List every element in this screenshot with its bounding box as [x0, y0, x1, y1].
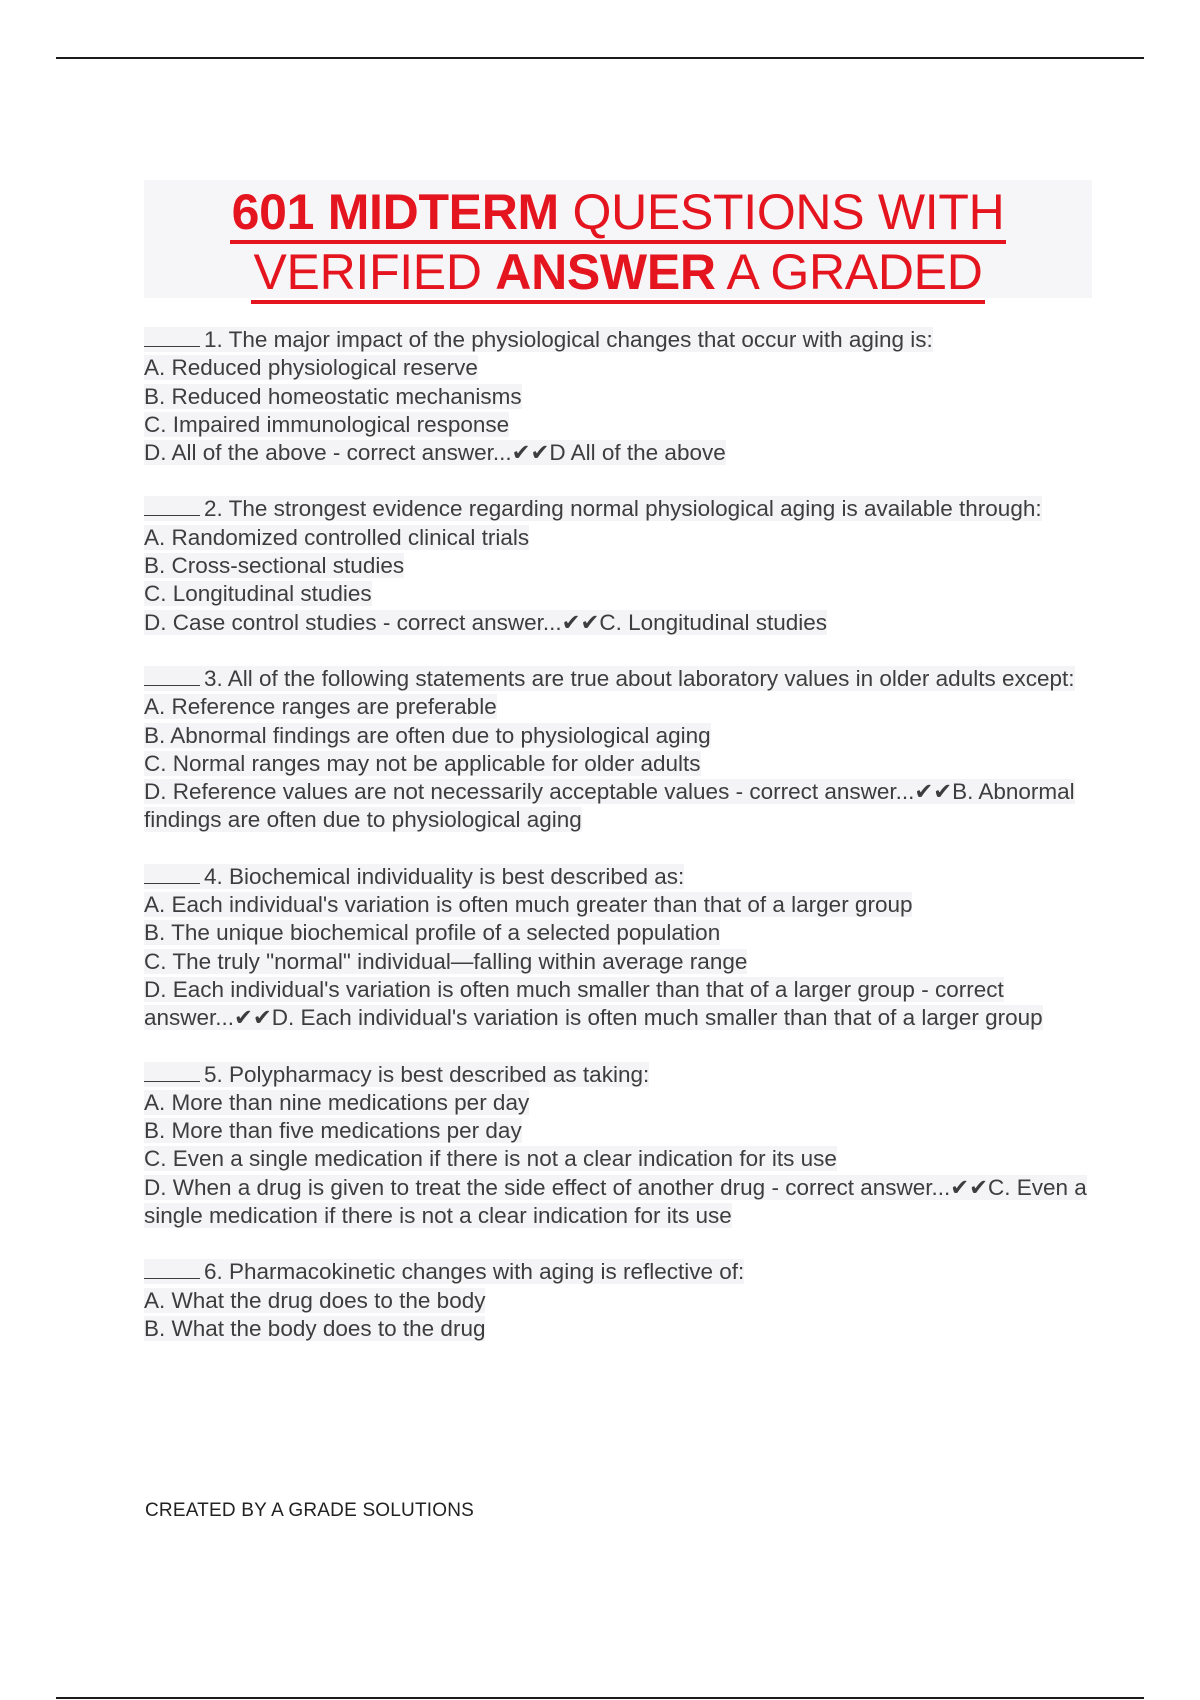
- option-correct: D. Each individual's variation is often much smaller than that of a larger group - correct answer...✔✔D. Each individual's variation is often much smaller than that of a larger group: [144, 976, 1043, 1031]
- option-correct: D. Reference values are not necessarily acceptable values - correct answer...✔✔B. Abnormal findings are often due to physiological aging: [144, 779, 1075, 833]
- answer-blank: [144, 1061, 200, 1082]
- question-4: [144, 863, 1104, 1033]
- option: A. More than nine medications per day: [144, 1089, 530, 1115]
- title-start-2: VERIFIED: [253, 244, 496, 300]
- question-stem: [144, 665, 1104, 693]
- question-stem: [144, 863, 1104, 891]
- footer-rule: [56, 1697, 1144, 1699]
- option: B. What the body does to the drug: [144, 1315, 486, 1341]
- option-correct: D. Case control studies - correct answer...✔✔C. Longitudinal studies: [144, 609, 828, 635]
- option: A. Randomized controlled clinical trials: [144, 524, 530, 550]
- option: A. Reduced physiological reserve: [144, 355, 478, 381]
- question-text: 6. Pharmacokinetic changes with aging is reflective of:: [204, 1259, 745, 1285]
- question-text: 4. Biochemical individuality is best described as:: [204, 863, 685, 889]
- question-text: 1. The major impact of the physiological changes that occur with aging is:: [204, 327, 933, 352]
- question-1: [144, 326, 1104, 467]
- option-correct: D. All of the above - correct answer...✔✔D All of the above: [144, 440, 726, 466]
- header-rule: [56, 57, 1144, 59]
- option: C. Longitudinal studies: [144, 581, 372, 607]
- question-stem: [144, 326, 1104, 354]
- question-stem: [144, 495, 1104, 523]
- option: B. More than five medications per day: [144, 1118, 522, 1144]
- title-line-1: [230, 184, 1007, 244]
- title-rest-2: A GRADED: [715, 244, 983, 300]
- option: C. Impaired immunological response: [144, 411, 510, 437]
- title-bold-2: ANSWER: [495, 244, 716, 300]
- answer-blank: [144, 495, 200, 516]
- answer-blank: [144, 863, 200, 884]
- option: A. Each individual's variation is often much greater than that of a larger group: [144, 892, 913, 918]
- question-list: [144, 326, 1104, 1371]
- answer-blank: [144, 665, 200, 686]
- answer-blank: [144, 326, 200, 347]
- question-3: [144, 665, 1104, 835]
- question-stem: [144, 1258, 1104, 1286]
- question-text: 2. The strongest evidence regarding normal physiological aging is available through:: [204, 496, 1042, 522]
- option: B. Cross-sectional studies: [144, 553, 405, 579]
- option: B. Reduced homeostatic mechanisms: [144, 383, 522, 409]
- option: B. Abnormal findings are often due to physiological aging: [144, 722, 711, 748]
- option: C. The truly "normal" individual—falling within average range: [144, 948, 748, 974]
- option: C. Even a single medication if there is not a clear indication for its use: [144, 1146, 837, 1172]
- question-text: 5. Polypharmacy is best described as taking:: [204, 1061, 650, 1087]
- title-rest-1: QUESTIONS WITH: [558, 184, 1005, 240]
- title-line-2: [251, 244, 984, 304]
- question-5: [144, 1061, 1104, 1231]
- question-stem: [144, 1061, 1104, 1089]
- question-2: [144, 495, 1104, 636]
- option: A. What the drug does to the body: [144, 1287, 486, 1313]
- title-bold-1: 601 MIDTERM: [231, 184, 559, 240]
- option: A. Reference ranges are preferable: [144, 694, 497, 720]
- option: C. Normal ranges may not be applicable for older adults: [144, 750, 701, 776]
- answer-blank: [144, 1258, 200, 1279]
- option: B. The unique biochemical profile of a selected population: [144, 920, 721, 946]
- question-6: [144, 1258, 1104, 1343]
- question-text: 3. All of the following statements are true about laboratory values in older adults except:: [204, 665, 1075, 691]
- footer-credit: CREATED BY A GRADE SOLUTIONS: [145, 1500, 475, 1521]
- option-correct: D. When a drug is given to treat the side effect of another drug - correct answer...✔✔C. Even a single medication if there is not a clear indication for its use: [144, 1174, 1087, 1229]
- document-title: [144, 180, 1092, 298]
